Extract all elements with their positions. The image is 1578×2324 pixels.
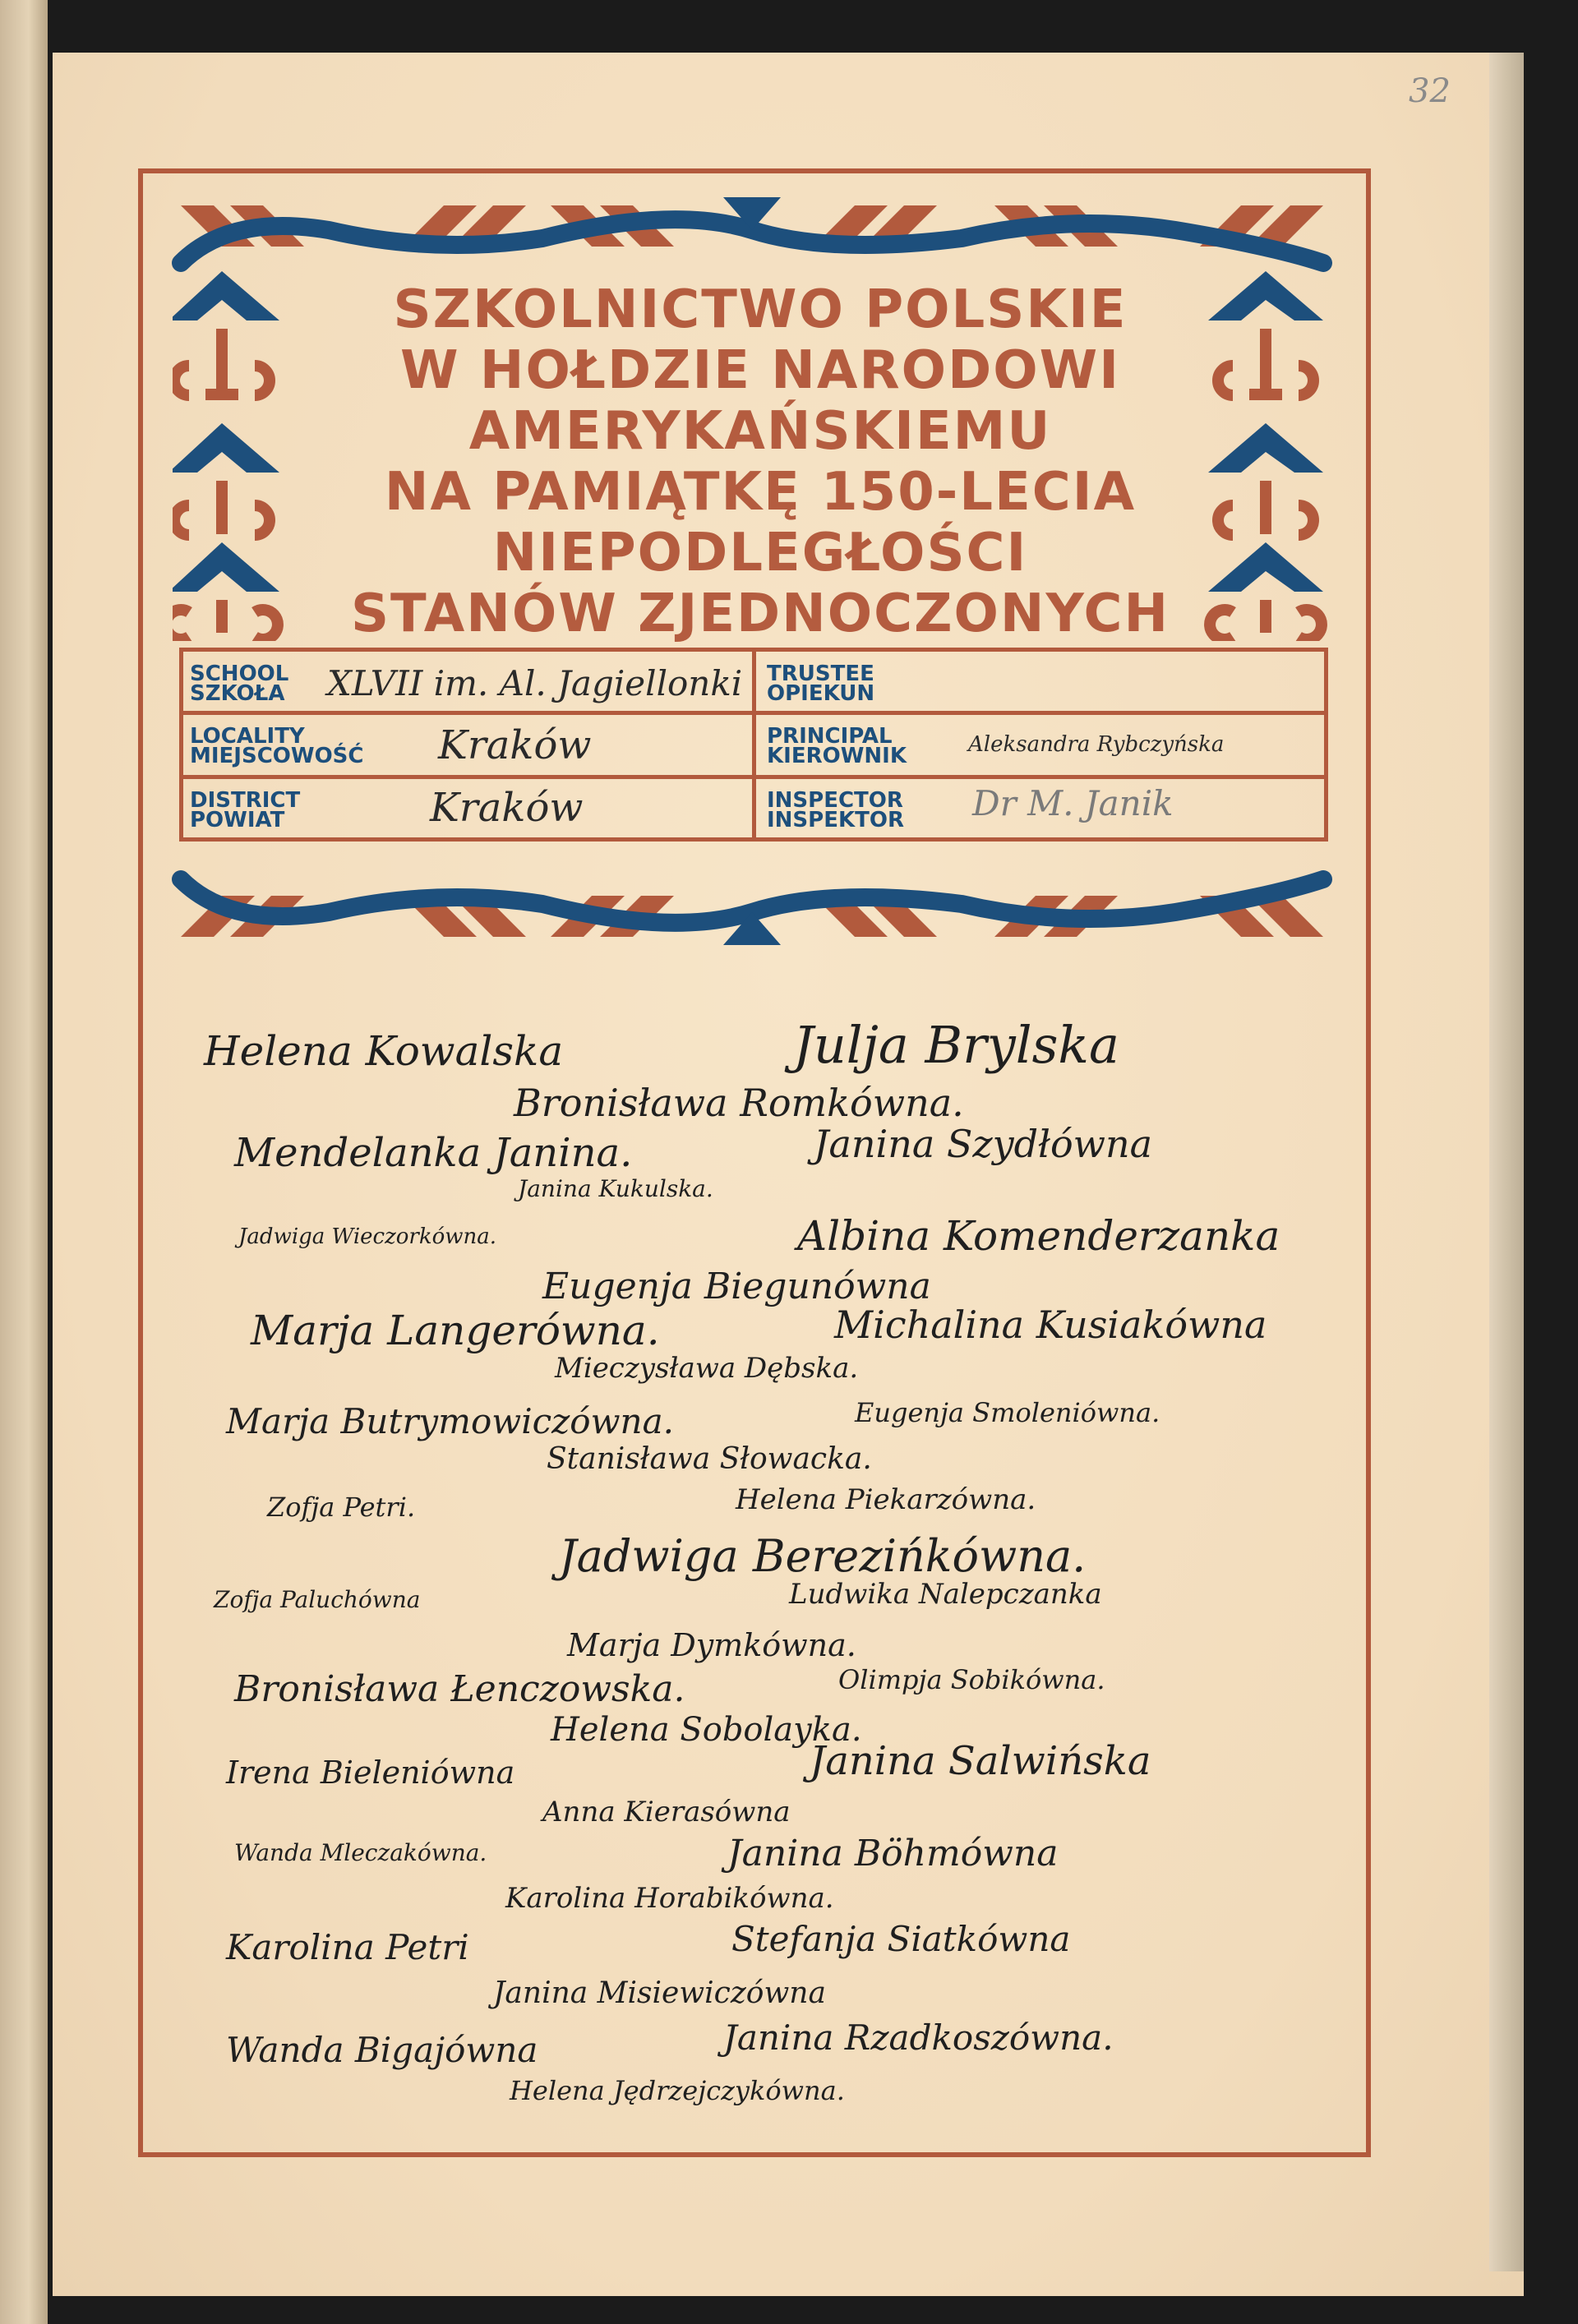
signature: Anna Kierasówna: [542, 1796, 791, 1828]
signature: Zofja Petri.: [267, 1492, 416, 1523]
signature: Marja Dymkówna.: [567, 1627, 856, 1663]
locality-label-en: LOCALITY: [190, 724, 305, 749]
district-label-en: DISTRICT: [190, 788, 301, 813]
signature: Eugenja Smoleniówna.: [855, 1397, 1160, 1428]
school-label-en: SCHOOL: [190, 662, 289, 686]
title-line: SZKOLNICTWO POLSKIE: [393, 279, 1128, 340]
signature: Zofja Paluchówna: [214, 1586, 421, 1613]
signature: Helena Piekarzówna.: [736, 1483, 1036, 1516]
signature: Janina Misiewiczówna: [493, 1976, 826, 2010]
signature: Wanda Bigajówna: [226, 2030, 538, 2070]
signature: Mendelanka Janina.: [234, 1130, 633, 1176]
left-side-ornament: [173, 271, 337, 641]
signature: Wanda Mleczakówna.: [234, 1839, 487, 1866]
signature: Janina Rzadkoszówna.: [723, 2017, 1114, 2058]
right-side-ornament: [1184, 271, 1348, 641]
signature: Albina Komenderzanka: [797, 1212, 1280, 1260]
book-binding-edge: [0, 0, 48, 2324]
signature: Helena Sobolayka.: [551, 1711, 862, 1749]
signature: Stefanja Siatkówna: [731, 1919, 1071, 1959]
signature: Janina Szydłówna: [814, 1122, 1153, 1166]
signature: Karolina Horabikówna.: [505, 1882, 834, 1915]
signature: Karolina Petri: [226, 1927, 469, 1967]
district-value: Kraków: [430, 785, 584, 831]
signature: Marja Butrymowiczówna.: [226, 1401, 674, 1441]
title-line: NIEPODLEGŁOŚCI: [492, 523, 1028, 583]
trustee-label-pl: OPIEKUN: [767, 681, 875, 706]
inspector-value: Dr M. Janik: [972, 783, 1174, 823]
signature: Helena Kowalska: [204, 1027, 564, 1075]
signature: Jadwiga Berezińkówna.: [559, 1530, 1087, 1582]
signature: Mieczysława Dębska.: [555, 1352, 859, 1385]
table-divider: [752, 652, 756, 837]
title-line: NA PAMIĄTKĘ 150-LECIA: [384, 462, 1137, 523]
bottom-ornament: [164, 855, 1340, 945]
inspector-label-en: INSPECTOR: [767, 788, 903, 813]
signature: Ludwika Nalepczanka: [789, 1578, 1102, 1611]
signature: Bronisława Romkówna.: [514, 1081, 964, 1125]
locality-value: Kraków: [438, 722, 592, 768]
inspector-label-pl: INSPEKTOR: [767, 808, 904, 832]
principal-value: Aleksandra Rybczyńska: [968, 732, 1225, 757]
page-number: 32: [1409, 72, 1451, 110]
title-line: STANÓW ZJEDNOCZONYCH: [350, 583, 1170, 644]
district-label-pl: POWIAT: [190, 808, 285, 832]
title-block: [329, 279, 1192, 644]
trustee-label-en: TRUSTEE: [767, 662, 874, 686]
signature: Olimpja Sobikówna.: [838, 1664, 1105, 1695]
signature: Eugenja Biegunówna: [542, 1266, 931, 1307]
signature: Irena Bieleniówna: [226, 1755, 515, 1791]
signature: Janina Böhmówna: [727, 1833, 1059, 1874]
school-info-table: [179, 648, 1328, 842]
signature: Janina Salwińska: [810, 1738, 1151, 1784]
locality-label-pl: MIEJSCOWOŚĆ: [190, 744, 364, 768]
table-divider: [183, 711, 1324, 715]
signature: Helena Jędrzejczykówna.: [510, 2075, 845, 2106]
top-ornament: [164, 197, 1340, 279]
principal-label-en: PRINCIPAL: [767, 724, 893, 749]
signature: Stanisława Słowacka.: [547, 1442, 872, 1476]
title-line: W HOŁDZIE NARODOWI: [400, 340, 1120, 401]
signature: Julja Brylska: [793, 1015, 1119, 1075]
signature: Marja Langerówna.: [251, 1307, 660, 1354]
principal-label-pl: KIEROWNIK: [767, 744, 907, 768]
page-edge-right: [1489, 53, 1524, 2271]
signature: Michalina Kusiakówna: [834, 1303, 1267, 1347]
school-value: XLVII im. Al. Jagiellonki: [327, 663, 743, 703]
school-label-pl: SZKOŁA: [190, 681, 285, 706]
title-line: AMERYKAŃSKIEMU: [468, 401, 1052, 462]
table-divider: [183, 775, 1324, 779]
signature: Bronisława Łenczowska.: [234, 1668, 685, 1710]
signature: Jadwiga Wieczorkówna.: [238, 1224, 497, 1249]
signature: Janina Kukulska.: [518, 1175, 713, 1202]
